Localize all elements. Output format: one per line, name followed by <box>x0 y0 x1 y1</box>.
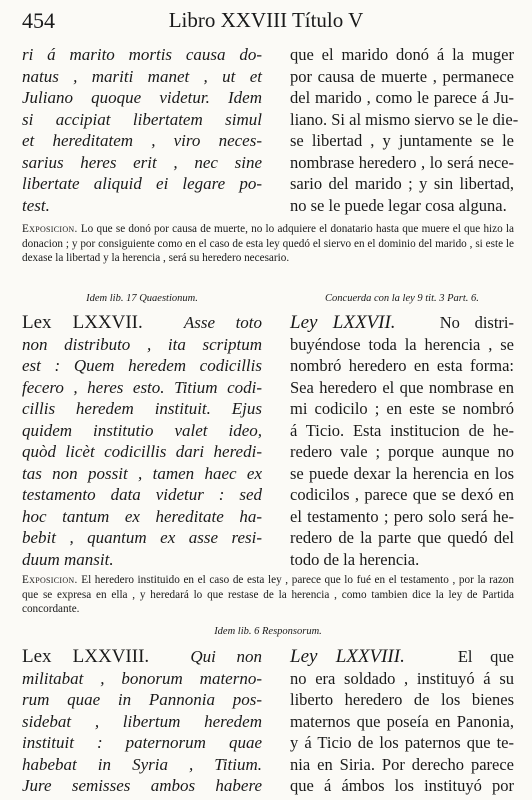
spanish-line <box>303 796 316 797</box>
spanish-line: codicilos , parece que se dexó en <box>290 485 514 504</box>
concordance-source: Concuerda con la ley 9 tit. 3 Part. 6. <box>325 293 479 304</box>
law77 <box>22 312 514 570</box>
latin-line <box>33 796 44 797</box>
latin-line: quidem institutio valet ideo, <box>22 420 262 440</box>
law77-sources <box>22 293 514 304</box>
spanish-line <box>290 796 303 797</box>
latin-column-law78 <box>22 646 262 797</box>
spanish-line: mi codicilo ; en este se nombró <box>290 399 514 418</box>
spanish-line: no era soldado , instituyó á su <box>290 668 514 688</box>
law78-source: Idem lib. 6 Responsorum. <box>214 626 322 637</box>
spanish-line: que á ámbos los instituyó por <box>290 776 514 795</box>
spanish-line: redero de la parte que quedó del <box>290 528 514 547</box>
latin-line <box>44 796 55 797</box>
spanish-line: todo de la herencia. <box>290 549 420 569</box>
exposicion-note-2 <box>22 573 514 617</box>
spanish-line: se puede dexar la herencia en los <box>290 463 514 483</box>
latin-line: Qui non <box>190 647 263 666</box>
exposicion-text: El heredero instituido en el caso de esta ley , parece que lo fué en el testamento , por la razon que se expresa en ella , y heredará lo que restase de la herencia , como tambien dice la ley de Partida concordante. <box>22 574 514 615</box>
spanish-line: liberto heredero de los bienes <box>290 690 514 709</box>
latin-line: duum mansit. <box>22 549 114 569</box>
page-number: 454 <box>22 8 55 33</box>
spanish-line: No distri- <box>439 313 514 332</box>
latin-line: sarius heres erit , nec sine <box>22 152 262 172</box>
spanish-column-law78 <box>290 646 514 797</box>
spanish-line <box>316 796 328 797</box>
law78-continued <box>22 796 514 797</box>
spanish-line: buyéndose toda la herencia , se <box>290 334 514 354</box>
latin-line: natus , mariti manet , ut et <box>22 66 262 86</box>
spanish-line: que el marido donó á la muger <box>290 45 514 64</box>
spanish-line: y á Ticio de los paternos que te- <box>290 733 514 752</box>
spanish-line: El que <box>457 647 514 666</box>
law78 <box>22 646 514 797</box>
spanish-line: por causa de muerte , permanece <box>290 66 514 86</box>
latin-line: instituit : paternorum quae <box>22 733 262 752</box>
exposicion-label: Exposicion. <box>22 574 78 586</box>
spanish-line: se libertad , y juntamente se le <box>290 131 514 150</box>
latin-line: cillis heredem instituit. Ejus <box>22 399 262 418</box>
latin-line: tas non possit , tamen haec ex <box>22 463 262 483</box>
spanish-line: sario del marido ; y sin libertad, <box>290 174 514 193</box>
latin-source: Idem lib. 17 Quaestionum. <box>86 293 198 304</box>
latin-line: Jure semisses ambos habere <box>22 776 262 795</box>
spanish-line: nia en Siria. Por derecho parece <box>290 754 514 774</box>
page-header <box>22 8 510 34</box>
spanish-line: maternos que poseía en Panonia, <box>290 711 514 731</box>
spanish-line: no se le puede legar cosa alguna. <box>290 195 507 215</box>
latin-line: ri á marito mortis causa do- <box>22 45 262 64</box>
latin-line: hoc tantum ex hereditate ha- <box>22 506 262 526</box>
continued-text <box>22 44 519 216</box>
latin-column-top <box>22 44 262 216</box>
spanish-column-top <box>290 44 519 216</box>
spanish-line: del marido , como le parece á Ju- <box>290 88 514 107</box>
spanish-line: nombrase heredero , lo será nece- <box>290 152 514 172</box>
latin-line: libertate aliquid ei legare po- <box>22 174 262 193</box>
spanish-line: Sea heredero el que nombrase en <box>290 377 514 397</box>
latin-column-law77 <box>22 312 262 570</box>
latin-line: fecero , heres esto. Titium codi- <box>22 377 262 397</box>
spanish-line: liano. Si al mismo siervo se le die- <box>290 109 519 129</box>
latin-line: test. <box>22 195 50 215</box>
latin-line: non distributo , ita scriptum <box>22 334 262 354</box>
latin-line: militabat , bonorum materno- <box>22 668 262 688</box>
latin-line: si accipiat libertatem simul <box>22 109 262 129</box>
latin-line <box>22 796 33 797</box>
ley-heading: Ley LXXVII. <box>290 312 396 333</box>
latin-line: sidebat , libertum heredem <box>22 711 262 731</box>
latin-line: Asse toto <box>183 313 263 332</box>
lex-heading: Lex LXXVII. <box>22 312 143 333</box>
running-title: Libro XXVIII Título V <box>168 8 364 32</box>
latin-line: testamento data videtur : sed <box>22 485 262 504</box>
latin-line: habebat in Syria , Titium. <box>22 754 262 774</box>
latin-line: et hereditatem , viro neces- <box>22 131 262 150</box>
exposicion-note-1 <box>22 222 514 266</box>
exposicion-label: Exposicion. <box>22 223 78 235</box>
ley-heading: Ley LXXVIII. <box>290 646 405 667</box>
latin-line: quòd licèt codicillis dari heredi- <box>22 442 262 461</box>
spanish-line: nombró heredero en esta forma: <box>290 356 514 375</box>
latin-line: rum quae in Pannonia pos- <box>22 690 262 709</box>
spanish-line: el testamento ; pero solo será he- <box>290 506 514 526</box>
spanish-line: á Ticio. Esta institucion de he- <box>290 420 514 440</box>
latin-line: bebit , quantum ex asse resi- <box>22 528 262 547</box>
spanish-column-law77 <box>290 312 514 570</box>
lex-heading: Lex LXXVIII. <box>22 646 150 667</box>
latin-line: est : Quem heredem codicillis <box>22 356 262 375</box>
exposicion-text: Lo que se donó por causa de muerte, no lo adquiere el donatario hasta que muere el que hizo la donacion ; y por consiguiente como en el caso de esta ley quedó el siervo en el dominio del marido , si este le dexase la libertad y la herencia , será su heredero necesario. <box>22 223 515 264</box>
latin-line: Juliano quoque videtur. Idem <box>22 88 262 107</box>
spanish-line: redero vale ; porque aunque no <box>290 442 514 461</box>
